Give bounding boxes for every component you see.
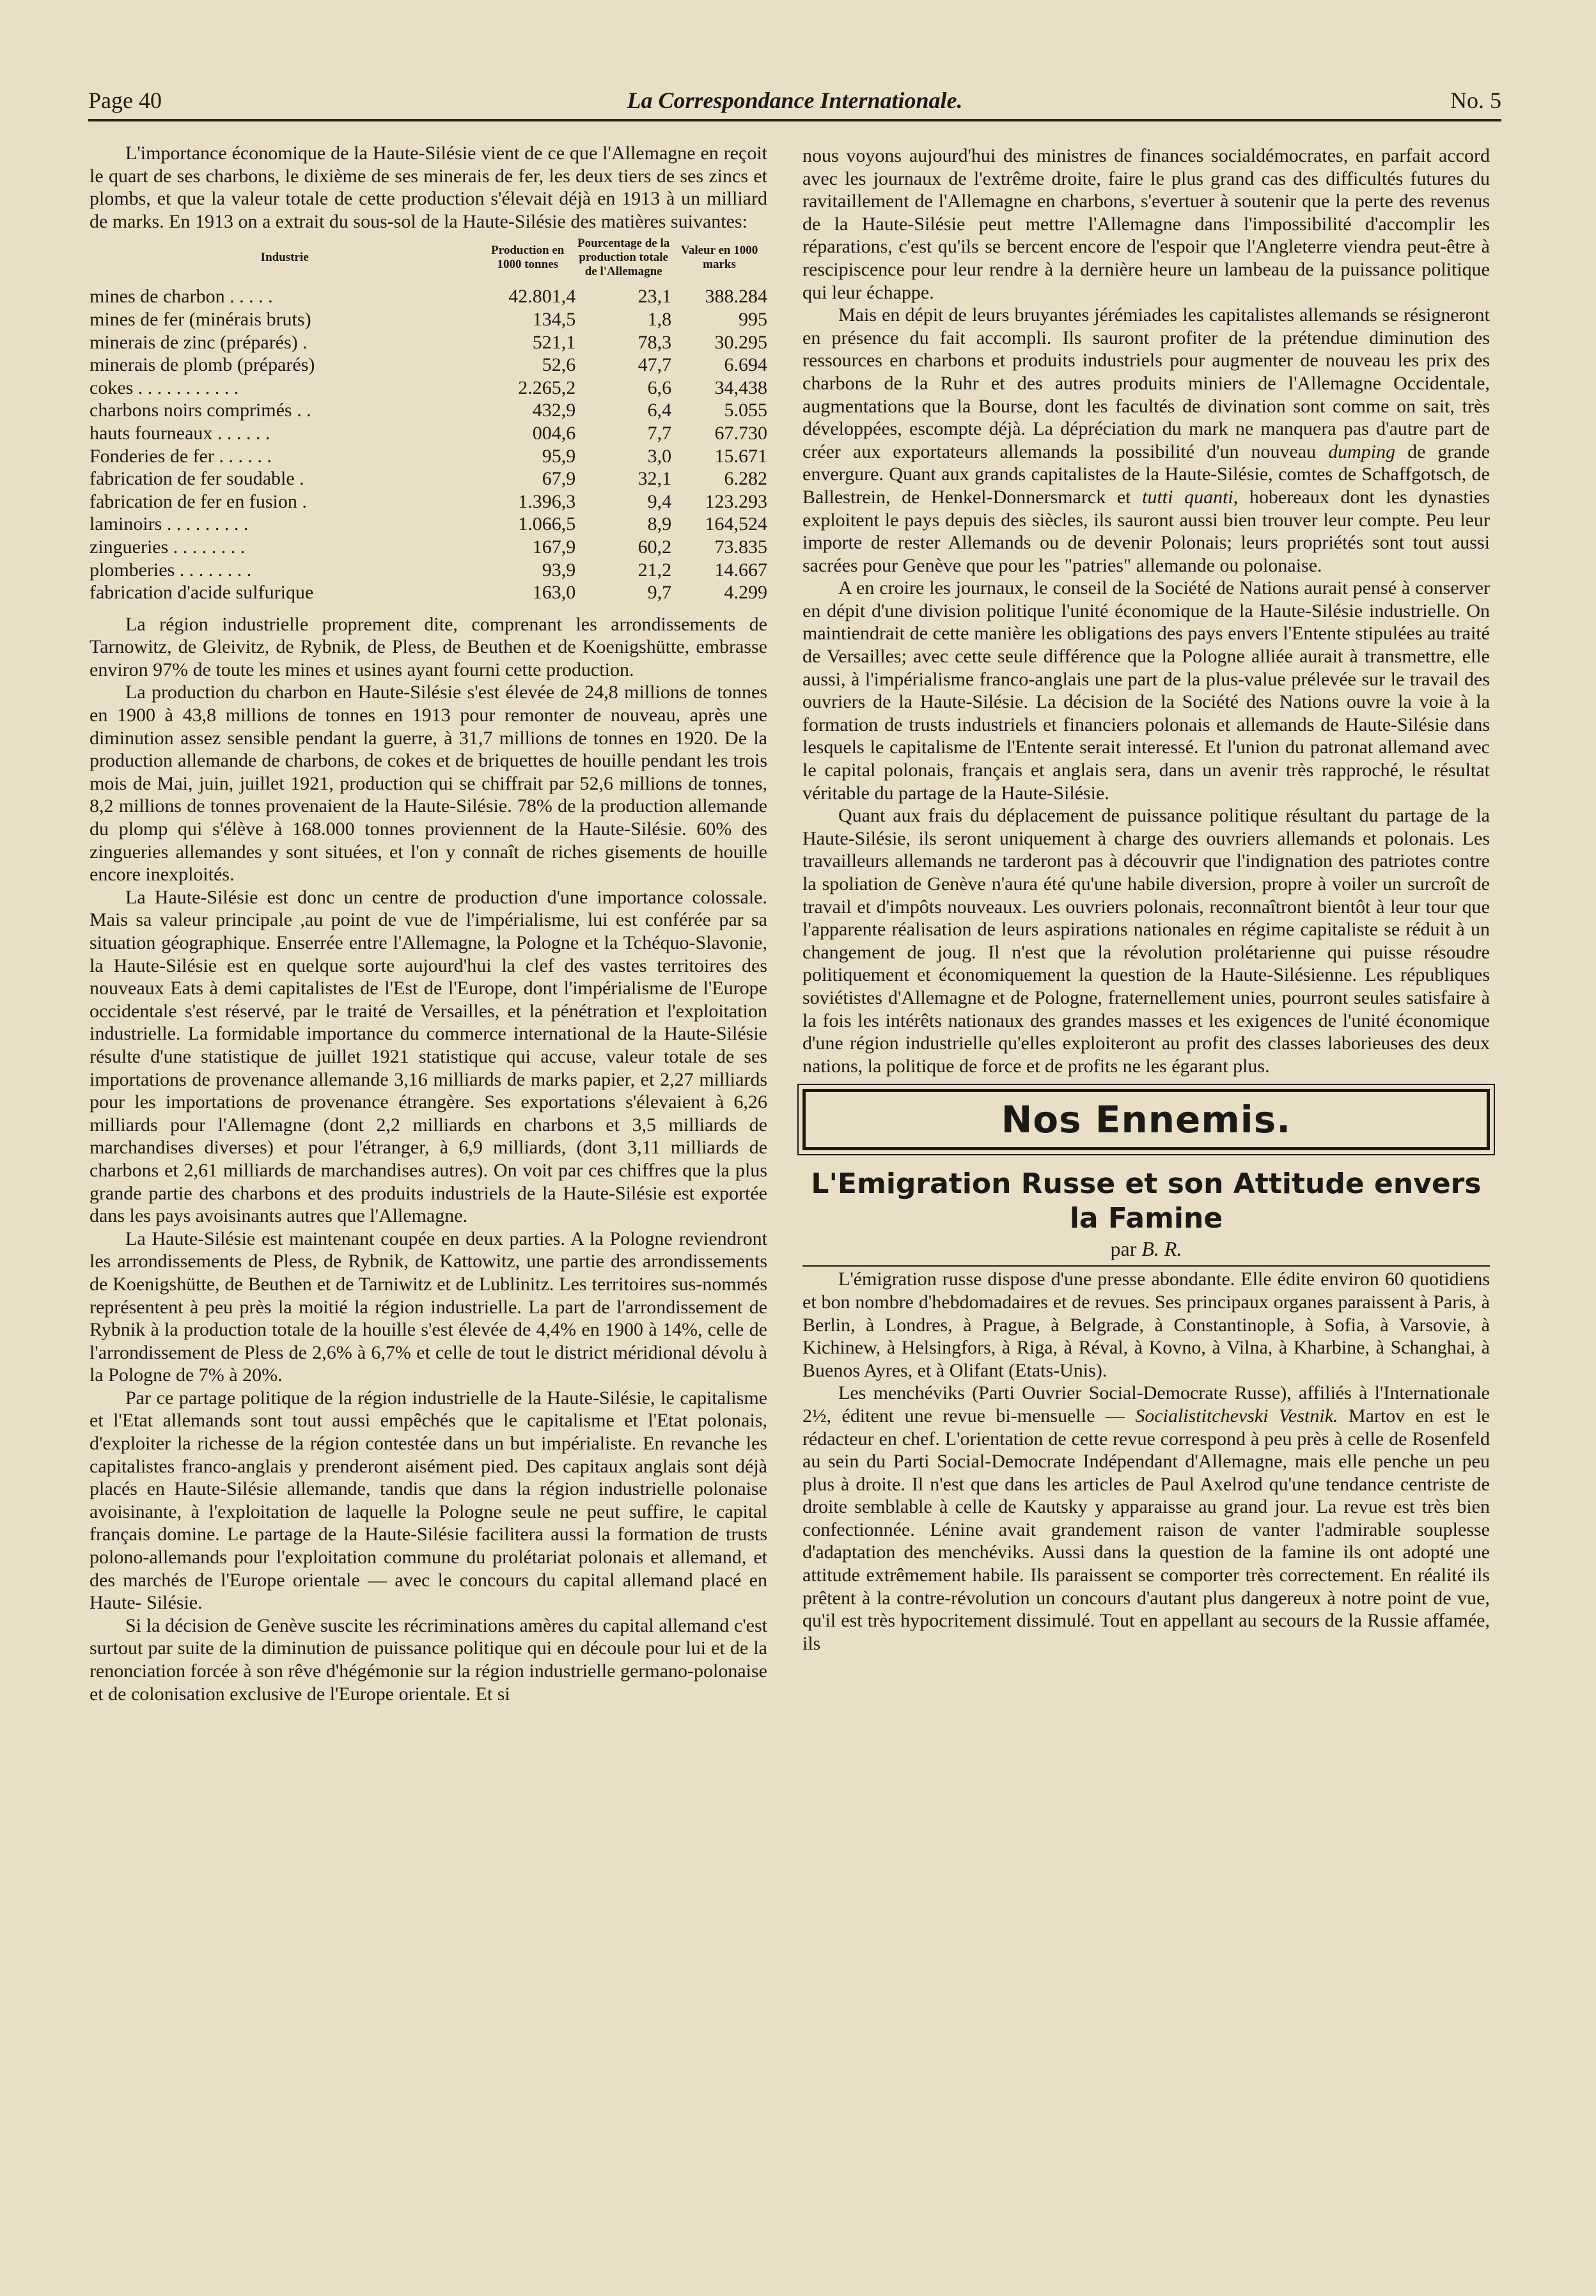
table-cell-value: 2.265,2 <box>518 377 576 398</box>
table-cell-value: 7,7 <box>647 422 672 444</box>
column-header: Industrie <box>260 251 309 265</box>
table-cell-industry: mines de charbon . . . . . <box>90 286 273 308</box>
table-row <box>90 490 767 513</box>
paragraph: L'émigration russe dispose d'une presse abondante. Elle édite environ 60 quotidiens et bon nombre d'hebdomadaires et de revues. Ses principaux organes paraissent à Paris, à Berlin, à Londres, à Prague, à Belgrade, à Constantinople, à Sofia, à Varsovie, à Kichinew, à Helsingfors, à Riga, à Réval, à Kovno, à Vilna, à Kharbine, à Schanghai, à Buenos Ayres, et à Olifant (Etats-Unis). <box>802 1269 1490 1381</box>
issue-number: No. 5 <box>1450 88 1501 113</box>
text-run: Les menchéviks (Parti Ouvrier Social-Democrate Russe), affiliés à l'Internationale 2½, éditent une revue bi-mensuelle — <box>802 1382 1490 1426</box>
text-run: Mais en dépit de leurs bruyantes jérémiades les capitalistes allemands se résigneront en présence du fait accompli. Ils sauront profiter de la prétendue diminution des ressources en charbons et produits industriels pour augmenter de nouveau les prix des charbons de la Ruhr et des autres produits miniers de l'Allemagne Occidentale, augmentations que la Bourse, dont les facultés de divination sont comme on sait, très développées, escompte déjà. La dépréciation du mark ne manquera pas d'autre part de créer aux exportateurs allemands la possibilité d'un nouveau <box>802 304 1490 462</box>
page-number: Page 40 <box>88 88 162 113</box>
text-run: de grande envergure. Quant aux grands capitalistes de la Haute-Silésie, comtes de Schaffgotsch, de Ballestrein, de Henkel-Donnersmarck et <box>802 441 1490 508</box>
table-cell-value: 67.730 <box>714 422 767 444</box>
text-run: , hobereaux dont les dynasties exploitent le pays depuis des siècles, ils sauront aussi bien trouver leur compte. Peu leur importe de rester Allemands ou de devenir Polonais; leurs propriétés sont tout aussi sacrées pour Genève que pour les "patries" allemande ou polonaise. <box>802 486 1490 576</box>
table-row <box>90 422 767 445</box>
italic-term: dumping <box>1328 441 1396 462</box>
paragraph: La région industrielle proprement dite, comprenant les arrondissements de Tarnowitz, de Gleivitz, de Rybnik, de Pless, de Beuthen et de Koenigshütte, embrasse environ 97% de toute les mines et usines ayant fourni cette production. <box>90 613 767 680</box>
table-row <box>90 559 767 582</box>
byline-prefix: par <box>1110 1237 1137 1261</box>
production-table <box>90 237 767 604</box>
table-cell-value: 1.066,5 <box>518 513 576 535</box>
paragraph: Par ce partage politique de la région industrielle de la Haute-Silésie, le capitalisme et l'Etat allemands sont tout aussi empêchés que le capitalisme et l'Etat polonais, d'exploiter la richesse de la région contestée dans un but impérialiste. En revanche les capitalistes franco-anglais y prenderont aisément pied. Des capitaux anglais sont déjà placés en Haute-Silésie allemande, tandis que dans la région industrielle polonaise avoisinante, à l'exploitation de laquelle la Pologne seule ne peut suffire, le capital français domine. Le partage de la Haute-Silésie facilitera aussi la formation de trusts polono-allemands pour l'exploitation commune du prolétariat polonais et allemand, et des marchés de l'Europe orientale — avec le concours du capital allemand placé en Haute- Silésie. <box>90 1387 767 1614</box>
table-cell-value: 167,9 <box>532 536 576 558</box>
page-header <box>88 81 1501 121</box>
table-cell-industry: cokes . . . . . . . . . . . <box>90 377 239 398</box>
table-row <box>90 354 767 377</box>
divider <box>802 1265 1490 1267</box>
table-row <box>90 331 767 354</box>
table-cell-value: 521,1 <box>532 331 576 353</box>
table-cell-value: 6,6 <box>647 377 672 398</box>
table-cell-industry: Fonderies de fer . . . . . . <box>90 445 272 467</box>
paragraph: Si la décision de Genève suscite les récriminations amères du capital allemand c'est surtout par suite de la diminution de puissance politique qui en découle pour lui et de la renonciation forcée à son rêve d'hégémonie sur la région industrielle germano-polonaise et de colonisation exclusive de l'Europe orientale. Et si <box>90 1614 767 1705</box>
table-cell-value: 1.396,3 <box>518 490 576 512</box>
table-cell-value: 52,6 <box>542 354 576 376</box>
table-cell-value: 21,2 <box>638 559 672 581</box>
table-cell-value: 67,9 <box>542 468 576 490</box>
table-cell-value: 164,524 <box>705 513 767 535</box>
paragraph <box>802 304 1490 577</box>
table-cell-value: 78,3 <box>638 331 672 353</box>
table-cell-value: 15.671 <box>714 445 767 467</box>
table-body <box>90 285 767 604</box>
table-cell-value: 34,438 <box>714 377 767 398</box>
byline <box>802 1236 1490 1261</box>
table-cell-industry: fabrication d'acide sulfurique <box>90 582 314 604</box>
section-heading: Nos Ennemis. <box>802 1089 1490 1150</box>
table-cell-value: 73.835 <box>714 536 767 558</box>
text-run: Martov en est le rédacteur en chef. L'orientation de cette revue correspond à peu près à celle de Rosenfeld au sein du Parti Social-Democrate Indépendant d'Allemagne, mais elle penche un peu plus à droite. Il n'est que dans les articles de Paul Axelrod qu'une tendance centriste de droite semblable à celle de Kautsky y apparaisse au grand jour. La revue est très bien confectionnée. Lénine avait grandement raison de vanter l'admirable souplesse d'adaptation des menchéviks. Aussi dans la question de la famine ils ont adopté une attitude extrêmement habile. Ils paraissent se comporter très correctement. En réalité ils prêtent à la contre-révolution un concours d'autant plus dangereux à notre point de vue, qu'il est très hypocritement dissimulé. Tout en appellant au secours de la Russie affamée, ils <box>802 1405 1490 1654</box>
table-cell-industry: hauts fourneaux . . . . . . <box>90 422 270 444</box>
table-cell-value: 004,6 <box>532 422 576 444</box>
table-header-row <box>90 237 767 285</box>
table-cell-value: 23,1 <box>638 286 672 308</box>
table-cell-value: 42.801,4 <box>508 286 576 308</box>
table-cell-industry: minerais de plomb (préparés) <box>90 354 315 376</box>
table-row <box>90 308 767 331</box>
table-cell-industry: zingueries . . . . . . . . <box>90 536 246 558</box>
table-cell-value: 388.284 <box>705 286 767 308</box>
table-row <box>90 377 767 400</box>
table-cell-value: 14.667 <box>714 559 767 581</box>
paragraph: La production du charbon en Haute-Silésie s'est élevée de 24,8 millions de tonnes en 1900 à 43,8 millions de tonnes en 1913 pour remonter de nouveau, après une diminution assez sensible pendant la guerre, à 31,7 millions de tonnes en 1920. De la production allemande de charbons, de cokes et de briquettes de houille pendant les trois mois de Mai, juin, juillet 1921, production qui se chiffrait par 52,6 millions de tonnes, 8,2 millions de tonnes provenaient de la Haute-Silésie. 78% de la production allemande du plomp qui s'élève à 168.000 tonnes proviennent de la Haute-Silésie. 60% des zingueries allemandes y sont situées, et l'on y connaît de riches gisements de houille encore inexploités. <box>90 682 767 886</box>
table-cell-value: 995 <box>739 308 767 330</box>
table-row <box>90 581 767 604</box>
table-cell-industry: laminoirs . . . . . . . . . <box>90 513 249 535</box>
table-cell-value: 6.694 <box>724 354 767 376</box>
table-row <box>90 285 767 308</box>
table-row <box>90 399 767 422</box>
paragraph: A en croire les journaux, le conseil de la Société de Nations aurait pensé à conserver en dépit d'une division politique l'unité économique de la Haute-Silésie industrielle. On maintiendrait de cette manière les obligations des pays envers l'Entente stipulées au traité de Versailles; avec cette seule différence que la Pologne alliée aurait à transmettre, elle aussi, à l'impérialisme franco-anglais une part de la plus-value prélevée sur le travail des ouvriers de la Haute-Silésie. La décision de la Société des Nations ouvre la voie à la formation de trusts industriels et financiers polonais et allemands de Haute-Silésie dans lesquels le capitalisme de l'Entente serait interessé. Et l'union du patronat allemand avec le capital polonais, français et anglais sera, dans un avenir très rapproché, le résultat véritable du partage de la Haute-Silésie. <box>802 577 1490 804</box>
table-cell-value: 123.293 <box>705 490 767 512</box>
paragraph: La Haute-Silésie est maintenant coupée en deux parties. A la Pologne reviendront les arrondissements de Pless, de Rybnik, de Kattowitz, une partie des arrondissements de Koenigshütte, de Beuthen et de Tarniwitz et de Lublinitz. Les territoires sus-nommés représentent à peu près la moitié la région industrielle. La part de l'arrondissement de Rybnik à la production totale de la houille s'est élevée de 4,4% en 1900 à 14%, celle de l'arrondissement de Pless de 2,6% à 6,7% et celle de tout le district méridional dévolu à la Pologne de 7% à 20%. <box>90 1228 767 1386</box>
table-cell-value: 1,8 <box>647 308 672 330</box>
journal-title: La Correspondance Internationale. <box>627 88 963 113</box>
table-cell-value: 6,4 <box>647 400 672 421</box>
table-cell-value: 8,9 <box>647 513 672 535</box>
paragraph <box>802 1382 1490 1655</box>
table-row <box>90 467 767 490</box>
column-header: Pourcentage de la production totale de l'Allemagne <box>577 237 670 279</box>
table-cell-value: 9,7 <box>647 582 672 604</box>
paragraph: nous voyons aujourd'hui des ministres de finances socialdémocrates, en parfait accord avec les journaux de l'extrême droite, faire le plus grand cas des difficultés futures du ravitaillement de l'Allemagne en charbons, s'evertuer à soutenir que la perte des revenus de la Haute-Silésie peut mettre l'Allemagne dans l'impossibilité d'accomplir les réparations, c'est qu'ils se bercent encore de l'espoir que l'Angleterre viendra peut-être à rescipiscence pour leur rendre à la dernière heure un lambeau de la puissance politique qui leur échappe. <box>802 145 1490 303</box>
table-cell-value: 60,2 <box>638 536 672 558</box>
table-cell-value: 93,9 <box>542 559 576 581</box>
right-column <box>802 144 1490 1655</box>
table-cell-value: 6.282 <box>724 468 767 490</box>
italic-term: Socialistitchevski Vestnik. <box>1135 1405 1338 1426</box>
table-cell-value: 30.295 <box>714 331 767 353</box>
table-row <box>90 536 767 559</box>
table-cell-industry: mines de fer (minérais bruts) <box>90 308 311 330</box>
table-cell-value: 32,1 <box>638 468 672 490</box>
table-cell-industry: minerais de zinc (préparés) . <box>90 331 308 353</box>
table-cell-industry: fabrication de fer en fusion . <box>90 490 307 512</box>
table-cell-value: 163,0 <box>532 582 576 604</box>
table-cell-value: 9,4 <box>647 490 672 512</box>
table-cell-value: 3,0 <box>647 445 672 467</box>
column-header: Valeur en 1000 marks <box>680 244 758 272</box>
table-cell-value: 432,9 <box>532 400 576 421</box>
table-cell-value: 4.299 <box>724 582 767 604</box>
paragraph: La Haute-Silésie est donc un centre de production d'une importance colossale. Mais sa valeur principale ,au point de vue de l'impérialisme, lui est conférée par sa situation géographique. Enserrée entre l'Allemagne, la Pologne et la Tchéquo-Slavonie, la Haute-Silésie est en quelque sorte aujourd'hui la clef des vastes territoires des nouveaux Eats à demi capitalistes de l'Est de l'Europe, dont l'impérialisme de l'Europe occidentale s'est réservé, par le traité de Versailles, et la pénétration et l'exploitation industrielle. La formidable importance du commerce international de la Haute-Silésie résulte d'une statistique de juillet 1921 statistique qui accuse, valeur totale de ses importations de provenance allemande 3,16 milliards de marks papier, et 2,27 milliards pour les importations de provenance étrangère. Ses exportations s'élevaient à 6,26 milliards pour l'Allemagne (dont 2,2 milliards en charbons et 3,5 milliards de marchandises diverses) et pour l'étranger, à 6,9 milliards, (dont 3,11 milliards de charbons et 2,61 milliards de marchandises autres). On voit par ces chiffres que la plus grande partie des charbons et des produits industriels de la Haute-Silésie est exportée dans les pays avoisinants autres que l'Allemagne. <box>90 886 767 1227</box>
paragraph: Quant aux frais du déplacement de puissance politique résultant du partage de la Haute-Silésie, ils seront uniquement à charge des ouvriers allemands et polonais. Les travailleurs allemands ne tarderont pas à découvrir que l'indignation des patriotes contre la spoliation de Genève n'aura été qu'une habile diversion, propre à voiler un surcroît de travail et d'impôts nouveaux. Les ouvriers polonais, reconnaîtront bientôt à leur tour que l'apparente réalisation de leurs aspirations nationales en régime capitaliste se réduit à un changement de joug. Il n'est que la révolution prolétarienne qui puisse résoudre politiquement et économiquement la question de la Haute-Silésienne. Les républiques soviétistes d'Allemagne et de Pologne, fraternellement unies, pourront seules satisfaire à la fois les intérêts nationaux des grandes masses et les exigences de l'unité économique d'une région industrielle qu'elles exploiteront au profit des classes laborieuses des deux nations, la politique de force et de profits ne les égarant plus. <box>802 805 1490 1077</box>
table-cell-value: 134,5 <box>532 308 576 330</box>
paragraph: L'importance économique de la Haute-Silésie vient de ce que l'Allemagne en reçoit le quart de ses charbons, le dixième de ses minerais de fer, les deux tiers de ses zincs et plombs, et que la valeur totale de cette production s'élevait déjà en 1913 à un milliard de marks. En 1913 on a extrait du sous-sol de la Haute-Silésie des matières suivantes: <box>90 143 767 232</box>
table-row <box>90 513 767 536</box>
table-cell-value: 5.055 <box>724 400 767 421</box>
table-cell-value: 95,9 <box>542 445 576 467</box>
table-cell-value: 47,7 <box>638 354 672 376</box>
table-cell-industry: fabrication de fer soudable . <box>90 468 304 490</box>
italic-term: tutti quanti <box>1142 486 1233 508</box>
column-header: Production en 1000 tonnes <box>491 244 565 272</box>
table-cell-industry: charbons noirs comprimés . . <box>90 400 311 421</box>
table-row <box>90 445 767 468</box>
left-column <box>90 142 767 1705</box>
article-title: L'Emigration Russe et son Attitude envers la Famine <box>811 1168 1482 1235</box>
table-cell-industry: plomberies . . . . . . . . <box>90 559 252 581</box>
author-name: B. R. <box>1141 1237 1182 1261</box>
